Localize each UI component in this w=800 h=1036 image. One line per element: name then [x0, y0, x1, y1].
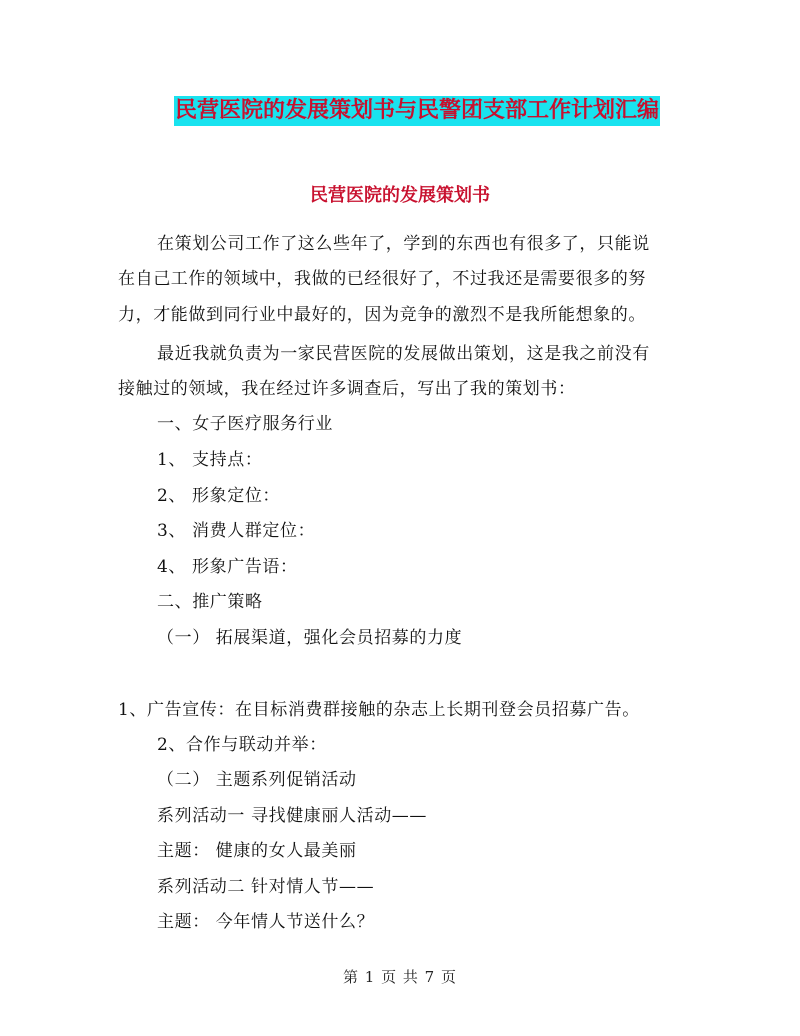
page-footer: 第 1 页 共 7 页: [343, 968, 457, 986]
list-item: 3、 消费人群定位：: [157, 521, 316, 541]
activity-line: 系列活动一 寻找健康丽人活动——: [157, 806, 428, 826]
heading-line: 一、女子医疗服务行业: [157, 414, 333, 434]
section-title: 民营医院的发展策划书: [310, 185, 490, 206]
list-item: 2、合作与联动并举：: [157, 735, 327, 755]
main-title: 民营医院的发展策划书与民警团支部工作计划汇编: [174, 96, 660, 126]
activity-line: 主题： 健康的女人最美丽: [157, 841, 357, 861]
list-item: 4、 形象广告语：: [157, 557, 298, 577]
paragraph-line: 力，才能做到同行业中最好的，因为竞争的激烈不是我所能想象的。: [118, 305, 646, 325]
paragraph-line: 接触过的领域，我在经过许多调查后，写出了我的策划书：: [118, 379, 576, 399]
paragraph-line: 在策划公司工作了这么些年了，学到的东西也有很多了，只能说: [157, 234, 650, 254]
subheading-line: （二） 主题系列促销活动: [157, 770, 357, 790]
subheading-line: （一） 拓展渠道，强化会员招募的力度: [157, 628, 463, 648]
list-item: 1、广告宣传：在目标消费群接触的杂志上长期刊登会员招募广告。: [118, 700, 640, 720]
list-item: 2、 形象定位：: [157, 486, 281, 506]
activity-line: 系列活动二 针对情人节——: [157, 877, 375, 897]
paragraph-line: 在自己工作的领域中，我做的已经很好了，不过我还是需要很多的努: [118, 269, 646, 289]
list-item: 1、 支持点：: [157, 450, 263, 470]
paragraph-line: 最近我就负责为一家民营医院的发展做出策划，这是我之前没有: [157, 344, 650, 364]
activity-line: 主题： 今年情人节送什么？: [157, 912, 375, 932]
heading-line: 二、推广策略: [157, 592, 263, 612]
